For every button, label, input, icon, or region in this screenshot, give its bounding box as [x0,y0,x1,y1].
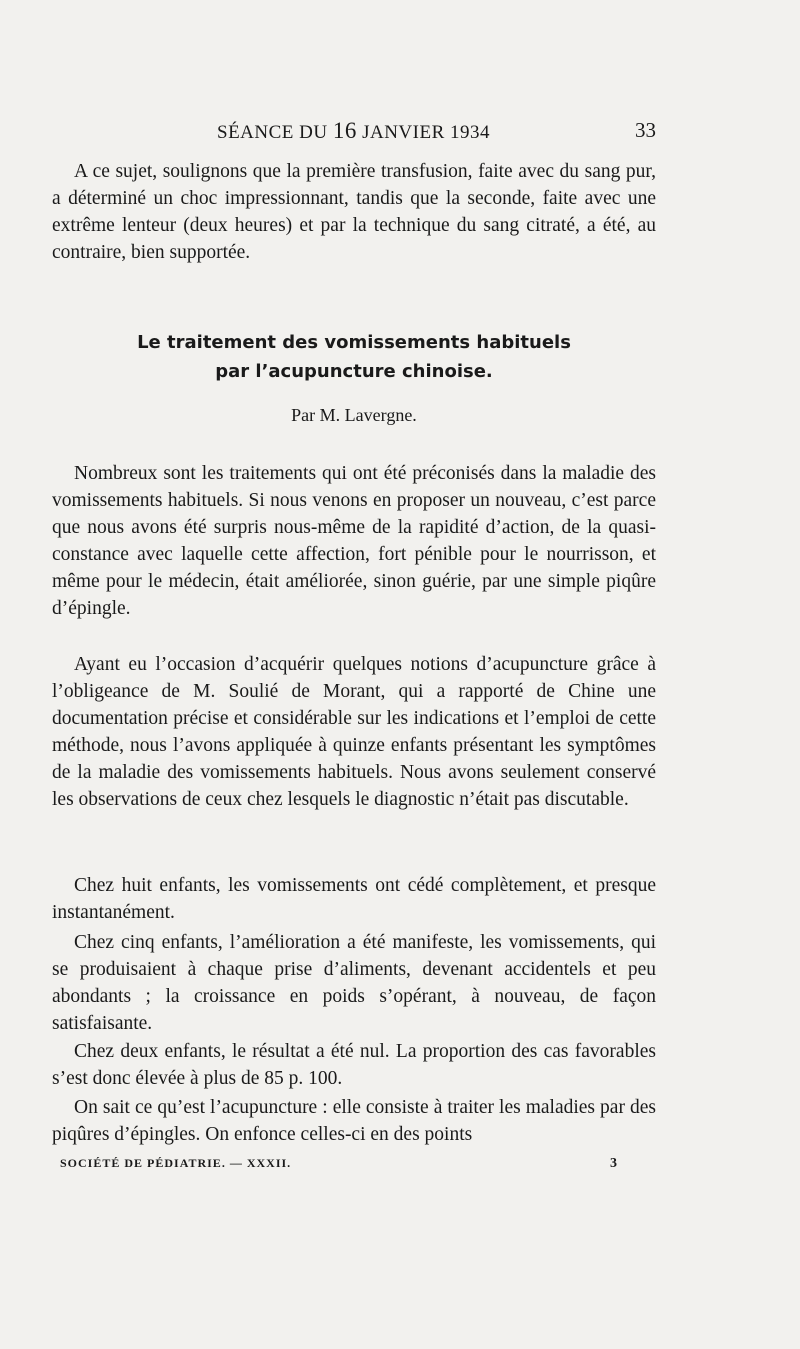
header-title-prefix: SÉANCE DU [217,122,333,143]
byline: Par M. Lavergne. [291,405,417,425]
paragraph-2: Ayant eu l’occasion d’acquérir quelques notions d’acupuncture grâce à l’obligeance de M. Soulié de Morant, qui a rapporté de Chine une documentation précise et considérable sur les indications et l’emploi de cette méthode, nous l’avons appliquée à quinze enfants présentant les symptômes de la maladie des vomissements habituels. Nous avons seulement conservé les observations de ceux chez lesquels le diagnostic n’était pas discutable. [52,654,656,810]
running-header [52,118,656,148]
intro-paragraph: A ce sujet, soulignons que la première transfusion, faite avec du sang pur, a déterminé un choc impressionnant, tandis que la seconde, faite avec une extrême lenteur (deux heures) et par la technique du sang citraté, a été, au contraire, bien supportée. [52,161,656,263]
paragraph-1: Nombreux sont les traitements qui ont été préconisés dans la maladie des vomissements habituels. Si nous venons en proposer un nouveau, c’est parce que nous avons été surpris nous-même de la rapidité d’action, de la quasi-constance avec laquelle cette affection, fort pénible pour le nourrisson, et même pour le médecin, était améliorée, sinon guérie, par une simple piqûre d’épingle. [52,463,656,619]
header-title-day: 16 [332,118,357,143]
paragraph-3: Chez huit enfants, les vomissements ont cédé complètement, et presque instantanément. [52,875,656,923]
section-title-line2: par l’acupuncture chinoise. [215,361,493,382]
section-title-line1: Le traitement des vomissements habituels [137,332,571,353]
paragraph-4: Chez cinq enfants, l’amélioration a été manifeste, les vomissements, qui se produisaient à chaque prise d’aliments, devenant accidentels et peu abondants ; la croissance en poids s’opérant, à nouveau, de façon satisfaisante. [52,932,656,1034]
page-number: 33 [635,118,656,142]
footer-journal: SOCIÉTÉ DE PÉDIATRIE. — XXXII. [60,1156,292,1170]
paragraph-5: Chez deux enfants, le résultat a été nul. La proportion des cas favorables s’est donc élevée à plus de 85 p. 100. [52,1041,656,1089]
paragraph-6: On sait ce qu’est l’acupuncture : elle consiste à traiter les maladies par des piqûres d’épingles. On enfonce celles-ci en des points [52,1097,656,1145]
footer-signature-mark: 3 [610,1156,618,1171]
header-title [217,118,490,144]
header-title-suffix: JANVIER 1934 [356,122,491,143]
